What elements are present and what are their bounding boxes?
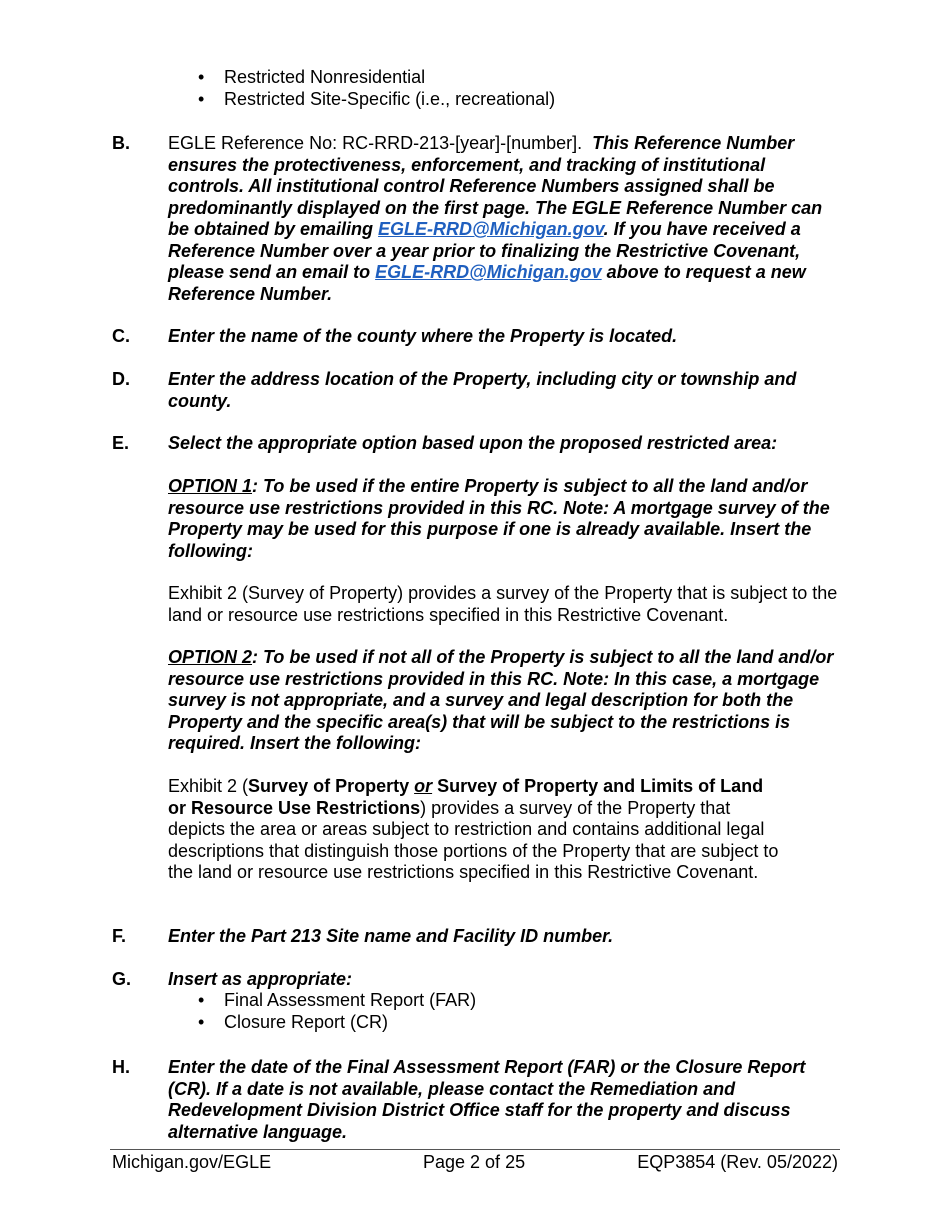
exhibit-bold-2: Survey of Property and Limits of Land or Resource Use Restrictions: [168, 776, 764, 818]
footer-divider: [110, 1149, 840, 1150]
email-link[interactable]: EGLE-RRD@Michigan.gov: [378, 219, 604, 239]
section-letter: H.: [112, 1057, 130, 1077]
section-text: Enter the date of the Final Assessment Report (FAR) or the Closure Report (CR). If a date is not available, please contact the Remediation and Redevelopment Division District Office staff for the property and discuss alternative language.: [168, 1057, 806, 1142]
email-link[interactable]: EGLE-RRD@Michigan.gov: [375, 262, 602, 282]
section-h: [112, 1057, 842, 1143]
report-type-list: [168, 990, 476, 1033]
reference-instructions-2: . If you have received a Reference Number over a year prior to finalizing the Restrictive Covenant, please send an email to: [168, 219, 801, 282]
option-1-label: OPTION 1: [168, 476, 253, 496]
restriction-type-list: [168, 67, 555, 110]
option-1-exhibit-text: Exhibit 2 (Survey of Property) provides a survey of the Property that is subject to the land or resource use restrictions specified in this Restrictive Covenant.: [168, 583, 838, 625]
section-body: [168, 133, 842, 305]
section-letter: D.: [112, 369, 130, 389]
section-letter: F.: [112, 926, 127, 946]
footer-website: Michigan.gov/EGLE: [112, 1152, 272, 1172]
section-letter: G.: [112, 969, 132, 989]
section-text: Insert as appropriate:: [168, 969, 353, 989]
exhibit-or: or: [414, 776, 433, 796]
list-item: • Closure Report (CR): [168, 1012, 476, 1034]
exhibit-suffix: ) provides a survey of the Property that depicts the area or areas subject to restriction and contains additional legal descriptions that distinguish those portions of the Property that are subject to the land or resource use restrictions specified in this Restrictive Covenant.: [168, 797, 779, 882]
section-g: [112, 969, 842, 991]
option-2-exhibit-text: [168, 776, 783, 884]
list-item: • Final Assessment Report (FAR): [168, 990, 476, 1012]
exhibit-prefix: Exhibit 2 (: [168, 776, 249, 796]
footer-page-number: Page 2 of 25: [423, 1152, 526, 1172]
section-d: [112, 369, 842, 412]
section-letter: C.: [112, 326, 130, 346]
option-1-instructions: [168, 476, 838, 562]
section-b: [112, 133, 842, 305]
section-text: Enter the address location of the Property, including city or township and county.: [168, 369, 797, 411]
section-text: Enter the Part 213 Site name and Facility ID number.: [168, 926, 614, 946]
section-e: [112, 433, 842, 455]
option-2-label: OPTION 2: [168, 647, 253, 667]
section-text: Enter the name of the county where the Property is located.: [168, 326, 678, 346]
footer-form-number: EQP3854 (Rev. 05/2022): [637, 1152, 838, 1172]
reference-number-text: EGLE Reference No: RC-RRD-213-[year]-[number].: [168, 133, 583, 153]
section-text: Select the appropriate option based upon the proposed restricted area:: [168, 433, 778, 453]
reference-instructions-3: above to request a new Reference Number.: [168, 262, 806, 304]
section-c: [112, 326, 842, 348]
list-item: • Restricted Nonresidential: [168, 67, 555, 89]
section-letter: E.: [112, 433, 130, 453]
option-2-text: : To be used if not all of the Property is subject to all the land and/or resource use restrictions provided in this RC. Note: In this case, a mortgage survey is not appropriate, and a survey and legal description for both the Property and the specific area(s) that will be subject to the restrictions is required. Insert the following:: [168, 647, 834, 753]
list-item: • Restricted Site-Specific (i.e., recreational): [168, 89, 555, 111]
section-f: [112, 926, 842, 948]
option-1-text: : To be used if the entire Property is subject to all the land and/or resource use restrictions provided in this RC. Note: A mortgage survey of the Property may be used for this purpose if one is already available. Insert the following:: [168, 476, 830, 561]
option-2-instructions: [168, 647, 838, 755]
exhibit-bold-1: Survey of Property: [248, 776, 415, 796]
section-letter: B.: [112, 133, 130, 153]
reference-instructions: This Reference Number ensures the protectiveness, enforcement, and tracking of institutional controls. All institutional control Reference Numbers assigned shall be predominantly displayed on the first page. The EGLE Reference Number can be obtained by emailing: [168, 133, 823, 239]
